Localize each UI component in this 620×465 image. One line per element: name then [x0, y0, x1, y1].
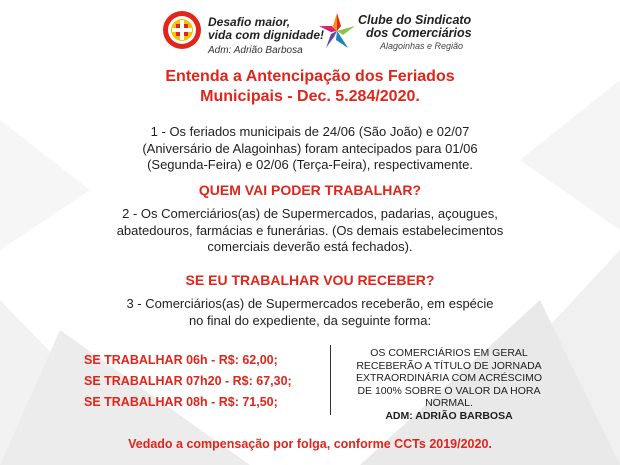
title-line-1: Entenda a Antencipação dos Feriados [165, 68, 455, 85]
section-1-text [0, 124, 620, 174]
slogan-block [208, 16, 324, 57]
section-1-line: (Segunda-Feira) e 02/06 (Terça-Feira), respectivamente. [147, 157, 473, 172]
title-line-2: Municipais - Dec. 5.284/2020. [200, 88, 420, 105]
question-heading-2: SE EU TRABALHAR VOU RECEBER? [185, 272, 435, 288]
note-line: RECEBERÃO A TÍTULO DE JORNADA [356, 359, 542, 372]
club-line-2: dos Comerciários [366, 26, 472, 40]
union-seal-logo [162, 10, 202, 50]
section-1-line: (Aniversário de Alagoinhas) foram antecipados para 01/06 [142, 140, 478, 156]
section-2-line: 2 - Os Comerciários(as) de Supermercados, padarias, açougues, [122, 206, 498, 221]
slogan-line-1: Desafio maior, [208, 15, 291, 29]
question-heading-1: QUEM VAI PODER TRABALHAR? [198, 182, 422, 198]
club-line-3: Alagoinhas e Região [380, 41, 464, 51]
slogan-adm: Adm: Adrião Barbosa [208, 45, 303, 56]
rates-list [84, 350, 292, 413]
section-3-line: no final do expediente, da seguinte forma: [188, 312, 432, 328]
section-1-line: 1 - Os feriados municipais de 24/06 (São João) e 02/07 [150, 124, 470, 139]
rate-item: SE TRABALHAR 08h - R$: 71,50; [84, 395, 278, 409]
section-3-text [0, 296, 620, 329]
section-2-line: comerciais deverão está fechados). [207, 239, 413, 254]
slogan-line-2: vida com dignidade! [208, 28, 325, 42]
section-2-text [0, 206, 620, 256]
footer-text: Vedado a compensação por folga, conforme CCTs 2019/2020. [128, 437, 492, 451]
note-line: OS COMERCIÁRIOS EM GERAL [370, 347, 528, 359]
general-note [333, 347, 565, 422]
note-line: DE 100% SOBRE O VALOR DA HORA [357, 384, 541, 397]
club-star-logo [318, 12, 356, 55]
note-line: EXTRAORDINÁRIA COM ACRÉSCIMO [355, 372, 543, 384]
rate-item: SE TRABALHAR 07h20 - R$: 67,30; [84, 374, 292, 388]
section-2-line: abatedouros, farmácias e funerárias. (Os demais estabelecimentos [116, 222, 504, 238]
club-name-block [358, 14, 472, 53]
section-3-line: 3 - Comerciários(as) de Supermercados receberão, em espécie [126, 296, 494, 311]
club-line-1: Clube do Sindicato [358, 13, 472, 27]
divider-line [330, 345, 331, 415]
note-line: NORMAL. [425, 397, 473, 409]
rate-item: SE TRABALHAR 06h - R$: 62,00; [84, 353, 278, 367]
note-adm: ADM: ADRIÃO BARBOSA [385, 409, 513, 422]
page-title [0, 67, 620, 107]
